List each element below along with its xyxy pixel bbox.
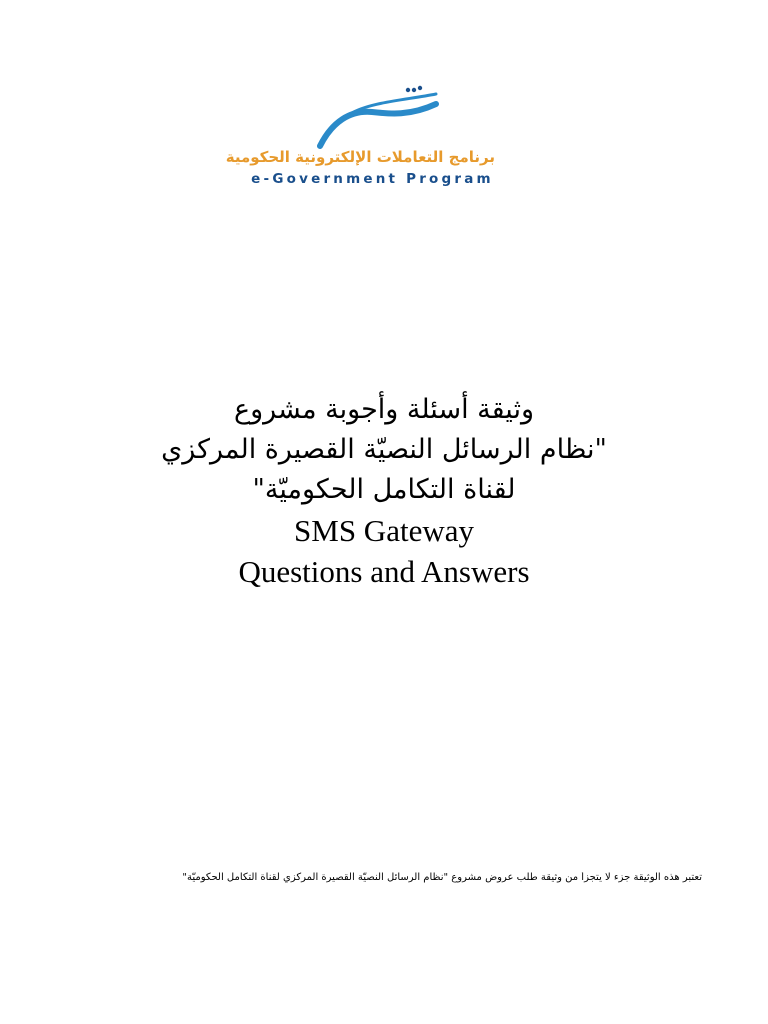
yesser-logo-mark (310, 84, 440, 150)
title-arabic-line-3: لقناة التكامل الحكوميّة" (252, 474, 516, 505)
logo-arabic-name: برنامج التعاملات الإلكترونية الحكومية (225, 148, 495, 166)
yesser-logo (225, 84, 495, 194)
title-arabic-line-2: "نظام الرسائل النصيّة القصيرة المركزي (161, 434, 607, 465)
title-arabic-line-1: وثيقة أسئلة وأجوبة مشروع (233, 394, 535, 425)
title-english-line-2: Questions and Answers (238, 554, 530, 589)
title-english-line-1: SMS Gateway (294, 513, 474, 548)
logo-english-name: e-Government Program (251, 171, 494, 187)
footer-note: تعتبر هذه الوثيقة جزء لا يتجزأ من وثيقة طلب عروض مشروع "نظام الرسائل النصيّة القصيرة المركزي لقناة التكامل الحكوميّة" (182, 872, 702, 883)
document-title (40, 390, 728, 592)
